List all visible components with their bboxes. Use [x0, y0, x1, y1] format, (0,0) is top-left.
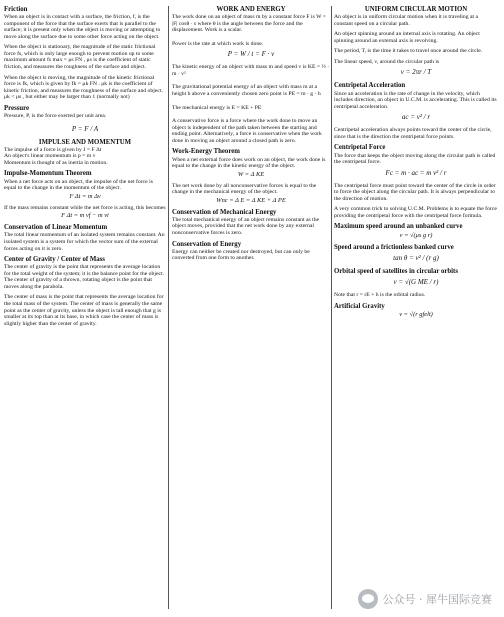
section-title-orbital-speed: Orbital speed of satellites in circular orbits: [334, 267, 458, 275]
section-title-max-speed-unbanked: Maximum speed around an unbanked curve: [334, 223, 463, 231]
kinetic-energy-text: The kinetic energy of an object with mass m and speed v is KE = ½ · m · v²: [172, 64, 330, 77]
imt-formula-2: F Δt = m vf − m vi: [61, 212, 109, 220]
orbital-radius-note: Note that r = rE + h is the orbital radius.: [334, 292, 426, 299]
centripetal-force-text-3: A very common trick to solving U.C.M. Problems is to equate the force providing the centripetal force with the centripetal force formula.: [334, 206, 497, 219]
impulse-text: The impulse of a force is given by J = F Δt: [4, 146, 102, 153]
wet-formula: W = Δ KE: [237, 170, 265, 178]
wet-text: When a net external force does work on an object, the work done is equal to the change in the kinetic energy of the object.: [172, 156, 326, 170]
conservation-momentum-text: The total linear momentum of an isolated system remains constant. An isolated system is a system for which the vector sum of the external forces acting on it is zero.: [4, 232, 165, 252]
imt-formula: F Δt = m Δv: [69, 192, 101, 200]
column-divider: [331, 6, 332, 609]
section-title-friction: Friction: [4, 6, 28, 13]
section-title-centripetal-force: Centripetal Force: [334, 144, 386, 152]
artificial-gravity-formula: v = √(r gfelt): [399, 310, 433, 318]
section-title-artificial-gravity: Artificial Gravity: [334, 302, 385, 310]
centripetal-force-formula: Fc = m · ac = m v² / r: [385, 168, 447, 177]
pressure-formula: P = F / A: [71, 124, 99, 133]
friction-definition: When an object is in contact with a surface, the friction, f, is the component of the force that the surface exerts that is parallel to the surface; it is present only when the object is moving or attempting to move along the surface due to some other force acting on the object.: [4, 14, 161, 40]
pressure-text: Pressure, P, is the force exerted per unit area.: [4, 112, 107, 119]
rotation-text: An object spinning around an internal axis is rotating. An object spinning around an external axis is revolving.: [334, 31, 480, 44]
section-title-work-energy-theorem: Work-Energy Theorem: [172, 148, 240, 156]
centripetal-acceleration-text: Since an acceleration is the rate of change in the velocity, which includes direction, an object in U.C.M. is accelerating. This is called its centripetal acceleration.: [334, 90, 497, 110]
potential-energy-text: The gravitational potential energy of an object with mass m at a height h above a conveniently chosen zero point is PE = m · g · h: [172, 84, 321, 98]
column-divider: [168, 6, 169, 609]
conservation-mechanical-energy-text: The total mechanical energy of an object remains constant as the object moves, provided that the net work done by any external nonconservative forces is zero.: [172, 216, 320, 236]
watermark-text: 公众号 · 犀牛国际竞赛: [382, 593, 492, 606]
kinetic-friction-text: When the object is moving, the magnitude of the kinetic frictional force is fk, which is given by fk = μk FN . μk is the coefficient of kinetic friction, and measures the roughness of the surface and object. μk < μs , but either may be larger than 1 (normally not): [4, 74, 163, 101]
conservative-force-text: A conservative force is a force where the work done to move an object is independent of the path taken between the starting and ending point. Alternatively, a force is conservative when the work done in moving an object around a closed path is zero.: [172, 118, 322, 144]
work-text: The work done on an object of mass m by a constant force F is W = |F| cosθ · s where θ is the angle between the force and the displacement. Work is a scalar.: [172, 14, 326, 34]
max-speed-formula: v = √(μs g r): [399, 231, 433, 239]
power-formula: P = W / t = F · v: [227, 50, 275, 59]
static-friction-text: When the object is stationary, the magnitude of the static frictional force fs, which is only large enough to prevent motion up to some maximum amount fs max = μs FN , μs is the coefficient of static friction, and measures the roughness of the surface and object.: [4, 44, 156, 71]
watermark: [354, 587, 497, 611]
momentum-text-2: Momentum is thought of as inertia in motion.: [4, 159, 108, 166]
section-title-center-of-gravity: Center of Gravity / Center of Mass: [4, 256, 105, 264]
period-text: The period, T, is the time it takes to travel once around the circle.: [334, 48, 483, 55]
section-title-conservation-mechanical-energy: Conservation of Mechanical Energy: [172, 208, 277, 216]
section-title-pressure: Pressure: [4, 104, 30, 112]
center-of-gravity-text: The center of gravity is the point that represents the average location for the total weight of the system; it is the balance point for the object. The center of gravity of a thrown, rotating object is the point that moves along the parabola.: [4, 264, 164, 290]
centripetal-acceleration-formula: ac = v² / r: [401, 113, 431, 122]
section-title-uniform-circular-motion: UNIFORM CIRCULAR MOTION: [364, 6, 468, 13]
wet-text-2: The net work done by all nonconservative forces is equal to the change in the mechanical energy of the object.: [172, 182, 317, 196]
column-circular-motion: [334, 6, 498, 323]
section-title-work-energy: WORK AND ENERGY: [216, 6, 286, 13]
orbital-speed-formula: v = √(G ME / r): [393, 278, 439, 287]
section-title-impulse-momentum: IMPULSE AND MOMENTUM: [38, 138, 132, 146]
section-title-conservation-energy: Conservation of Energy: [172, 240, 242, 248]
column-friction-momentum: [4, 6, 166, 331]
linear-speed-formula: v = 2πr / T: [400, 68, 432, 77]
column-work-energy: [172, 6, 330, 266]
mechanical-energy-text: The mechanical energy is E = KE + PE: [172, 104, 262, 111]
centripetal-force-text-2: The centripetal force must point toward the center of the circle in order to force the object along the circular path. It is always perpendicular to the direction of motion.: [334, 182, 496, 202]
section-title-centripetal-acceleration: Centripetal Acceleration: [334, 82, 406, 90]
centripetal-force-text: The force that keeps the object moving along the circular path is called the centripetal force.: [334, 152, 496, 166]
ucm-text: An object is in uniform circular motion when it is traveling at a constant speed on a circular path.: [334, 14, 479, 27]
centripetal-acceleration-text-2: Centripetal acceleration always points toward the center of the circle, since that is the direction the centripetal force points.: [334, 127, 492, 140]
conservation-energy-text: Energy can neither be created nor destroyed, but can only be converted from one form to another.: [172, 248, 310, 262]
banked-curve-formula: tan θ = v² / (r g): [393, 253, 439, 262]
power-text: Power is the rate at which work is done.: [172, 40, 264, 47]
wet-formula-2: Wnc = Δ E = Δ KE + Δ PE: [216, 196, 286, 204]
section-title-banked-curve: Speed around a frictionless banked curve: [334, 243, 454, 251]
center-of-mass-text: The center of mass is the point that represents the average location for the total mass of the system. The center of mass is generally the same point as the center of gravity, unless the object is tall enough that g is smaller at its top than at its base, in which case the center of mass is slightly higher than the center of gravity.: [4, 294, 164, 327]
wechat-logo-icon: [358, 589, 378, 609]
section-title-impulse-momentum-theorem: Impulse-Momentum Theorem: [4, 170, 92, 178]
linear-speed-text: The linear speed, v, around the circular path is: [334, 58, 440, 65]
momentum-text: An object's linear momentum is p = m v: [4, 153, 96, 160]
section-title-conservation-momentum: Conservation of Linear Momentum: [4, 224, 108, 232]
imt-text: When a net force acts on an object, the impulse of the net force is equal to the change in the momentum of the object.: [4, 178, 153, 192]
imt-text-2: If the mass remains constant while the net force is acting, this becomes: [4, 204, 166, 211]
